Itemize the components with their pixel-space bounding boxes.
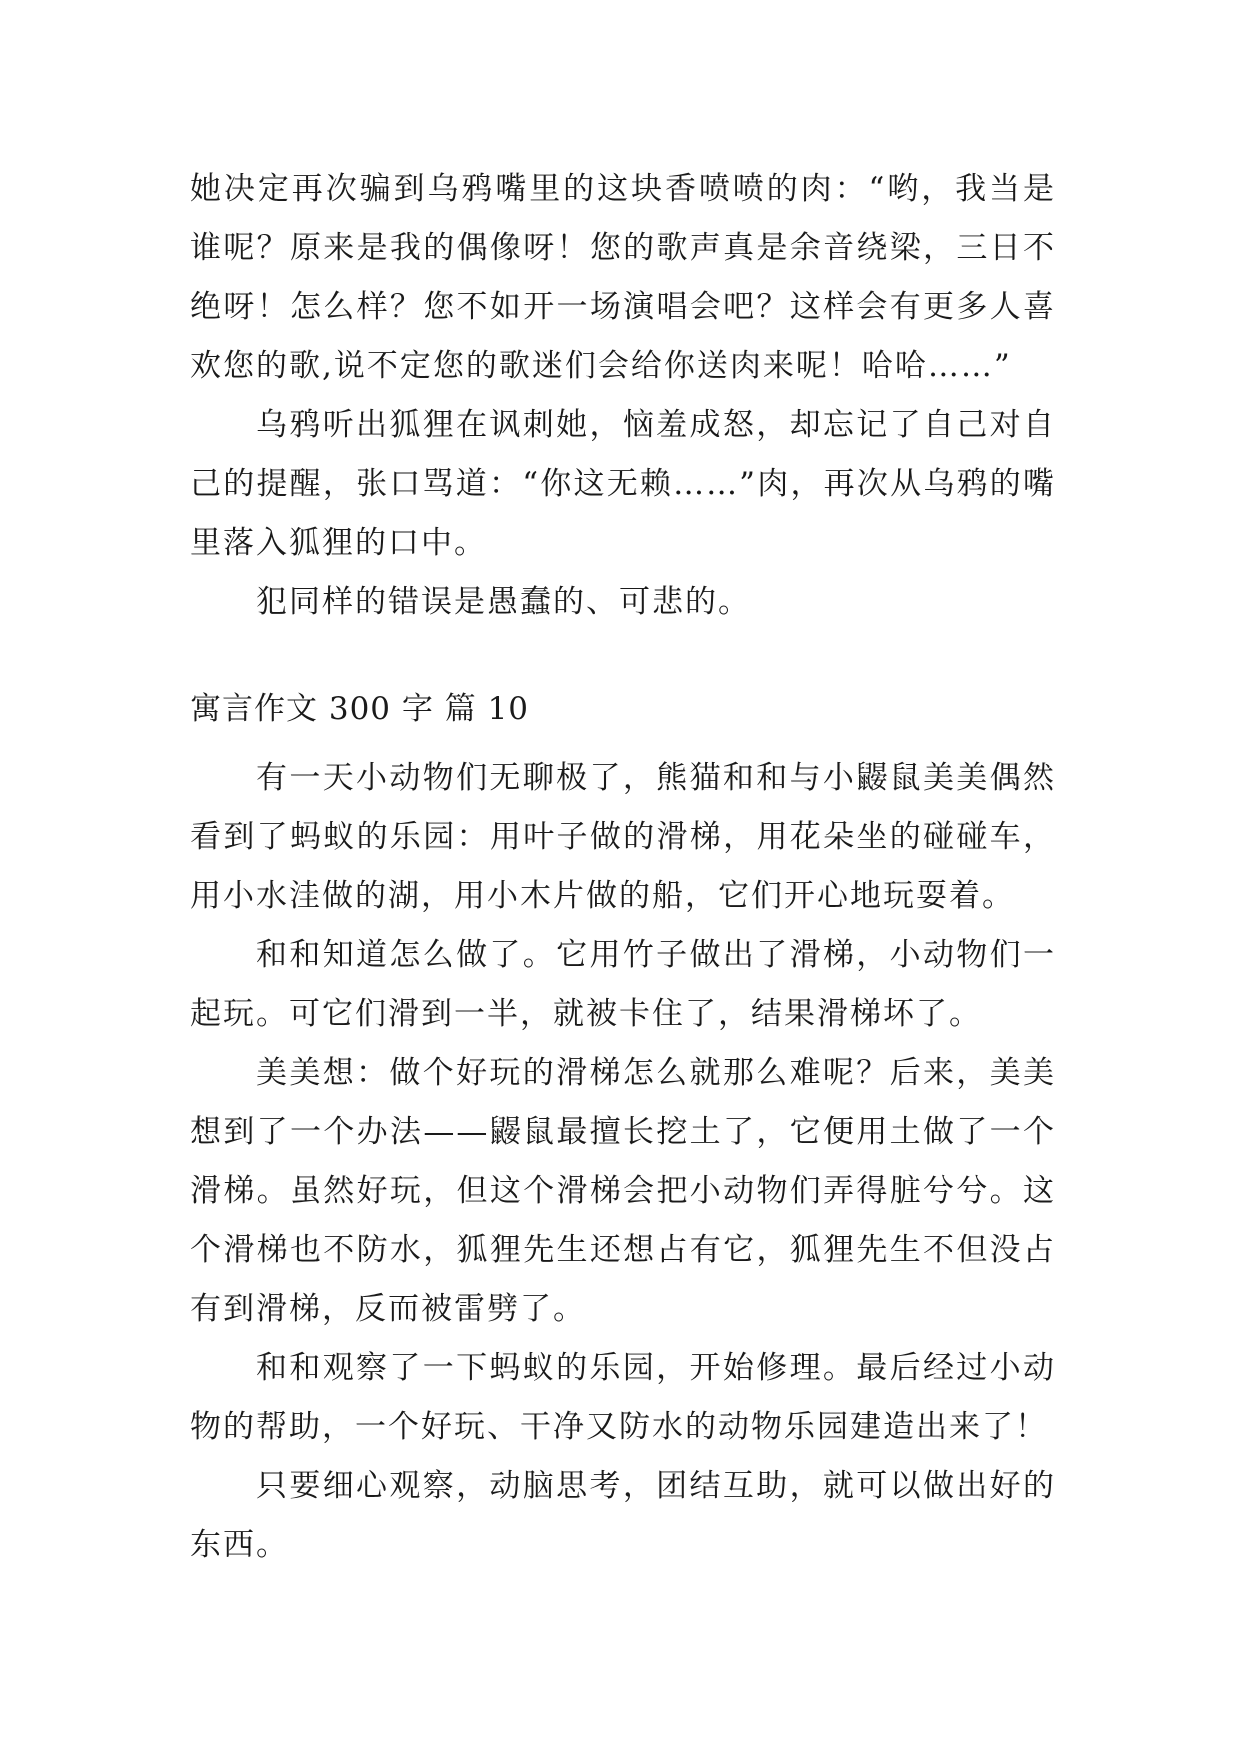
paragraph: 她决定再次骗到乌鸦嘴里的这块香喷喷的肉：“哟，我当是谁呢？原来是我的偶像呀！您的歌声真是余音绕梁，三日不绝呀！怎么样？您不如开一场演唱会吧？这样会有更多人喜欢您的歌,说不定您的歌迷们会给你送肉来呢！哈哈……” bbox=[190, 171, 1056, 384]
section-10-body bbox=[190, 749, 1056, 1575]
paragraph: 和和知道怎么做了。它用竹子做出了滑梯，小动物们一起玩。可它们滑到一半，就被卡住了，结果滑梯坏了。 bbox=[190, 937, 1056, 1032]
paragraph: 乌鸦听出狐狸在讽刺她，恼羞成怒，却忘记了自己对自己的提醒，张口骂道：“你这无赖……”肉，再次从乌鸦的嘴里落入狐狸的口中。 bbox=[190, 407, 1056, 561]
paragraph: 只要细心观察，动脑思考，团结互助，就可以做出好的东西。 bbox=[190, 1468, 1056, 1563]
paragraph: 和和观察了一下蚂蚁的乐园，开始修理。最后经过小动物的帮助，一个好玩、干净又防水的动物乐园建造出来了！ bbox=[190, 1350, 1056, 1445]
paragraph: 有一天小动物们无聊极了，熊猫和和与小鼹鼠美美偶然看到了蚂蚁的乐园：用叶子做的滑梯，用花朵坐的碰碰车，用小水洼做的湖，用小木片做的船，它们开心地玩耍着。 bbox=[190, 760, 1056, 914]
previous-story-text bbox=[190, 160, 1056, 632]
paragraph: 美美想：做个好玩的滑梯怎么就那么难呢？后来，美美想到了一个办法——鼹鼠最擅长挖土了，它便用土做了一个滑梯。虽然好玩，但这个滑梯会把小动物们弄得脏兮兮。这个滑梯也不防水，狐狸先生还想占有它，狐狸先生不但没占有到滑梯，反而被雷劈了。 bbox=[190, 1055, 1056, 1327]
section-title: 寓言作文 300 字 篇 10 bbox=[190, 691, 530, 727]
paragraph: 犯同样的错误是愚蠢的、可悲的。 bbox=[256, 584, 751, 620]
